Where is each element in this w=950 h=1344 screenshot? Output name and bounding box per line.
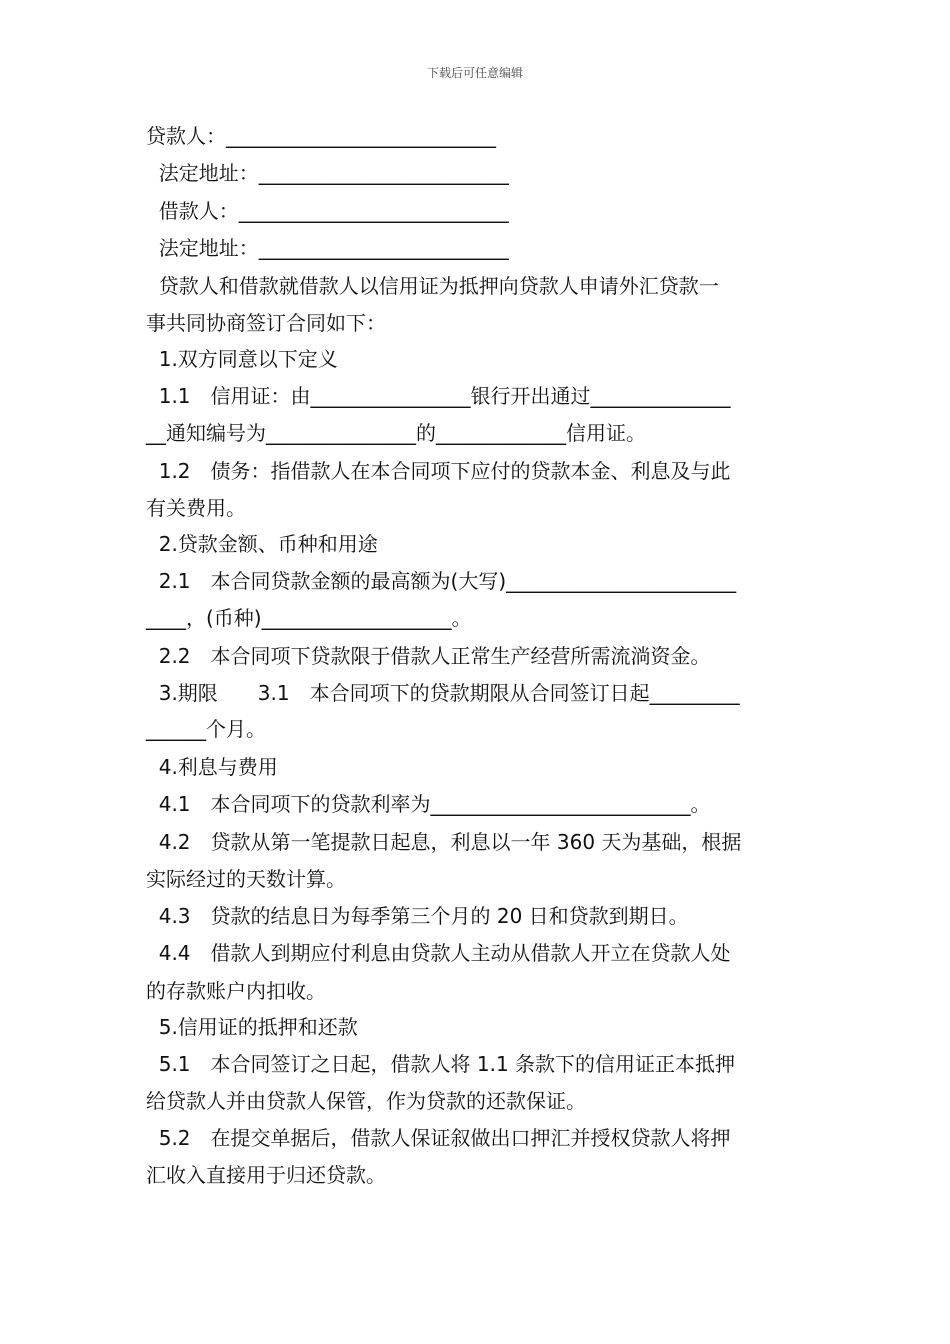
- paragraph-line: 的存款账户内扣收。: [146, 979, 326, 1003]
- borrower-address-line: 法定地址：_________________________: [146, 236, 509, 260]
- paragraph-line: 4.2 贷款从第一笔提款日起息，利息以一年 360 天为基础，根据: [146, 830, 742, 854]
- section-heading: 2.贷款金额、币种和用途: [146, 532, 378, 556]
- paragraph-line: 汇收入直接用于归还贷款。: [146, 1163, 386, 1187]
- paragraph-line: 4.4 借款人到期应付利息由贷款人主动从借款人开立在贷款人处: [146, 941, 731, 965]
- paragraph-line: 实际经过的天数计算。: [146, 867, 346, 891]
- paragraph-line: 1.1 信用证：由________________银行开出通过______________: [146, 384, 731, 408]
- paragraph-line: 2.1 本合同贷款金额的最高额为(大写)_______________________: [146, 569, 737, 593]
- paragraph-line: 有关费用。: [146, 496, 246, 520]
- paragraph-line: 事共同协商签订合同如下：: [146, 311, 386, 335]
- paragraph-line: ____，(币种)___________________。: [146, 606, 472, 630]
- paragraph-line: 贷款人和借款就借款人以信用证为抵押向贷款人申请外汇贷款一: [146, 274, 719, 298]
- paragraph-line: 3.期限 3.1 本合同项下的贷款期限从合同签订日起_________: [146, 681, 740, 705]
- borrower-line: 借款人：___________________________: [146, 199, 509, 223]
- lender-address-line: 法定地址：_________________________: [146, 161, 509, 185]
- section-heading: 4.利息与费用: [146, 755, 278, 779]
- section-heading: 5.信用证的抵押和还款: [146, 1015, 358, 1039]
- paragraph-line: ______个月。: [146, 717, 266, 741]
- paragraph-line: 4.1 本合同项下的贷款利率为__________________________。: [146, 792, 711, 816]
- paragraph-line: 5.1 本合同签订之日起，借款人将 1.1 条款下的信用证正本抵押: [146, 1052, 736, 1076]
- paragraph-line: 2.2 本合同项下贷款限于借款人正常生产经营所需流淌资金。: [146, 644, 711, 668]
- paragraph-line: 5.2 在提交单据后，借款人保证叙做出口押汇并授权贷款人将押: [146, 1126, 731, 1150]
- section-heading: 1.双方同意以下定义: [146, 347, 338, 371]
- paragraph-line: __通知编号为_______________的_____________信用证。: [146, 421, 646, 445]
- page-header: 下载后可任意编辑: [426, 66, 523, 80]
- paragraph-line: 1.2 债务：指借款人在本合同项下应付的贷款本金、利息及与此: [146, 459, 731, 483]
- paragraph-line: 给贷款人并由贷款人保管，作为贷款的还款保证。: [146, 1089, 586, 1113]
- lender-line: 贷款人：___________________________: [146, 124, 496, 148]
- paragraph-line: 4.3 贷款的结息日为每季第三个月的 20 日和贷款到期日。: [146, 904, 689, 928]
